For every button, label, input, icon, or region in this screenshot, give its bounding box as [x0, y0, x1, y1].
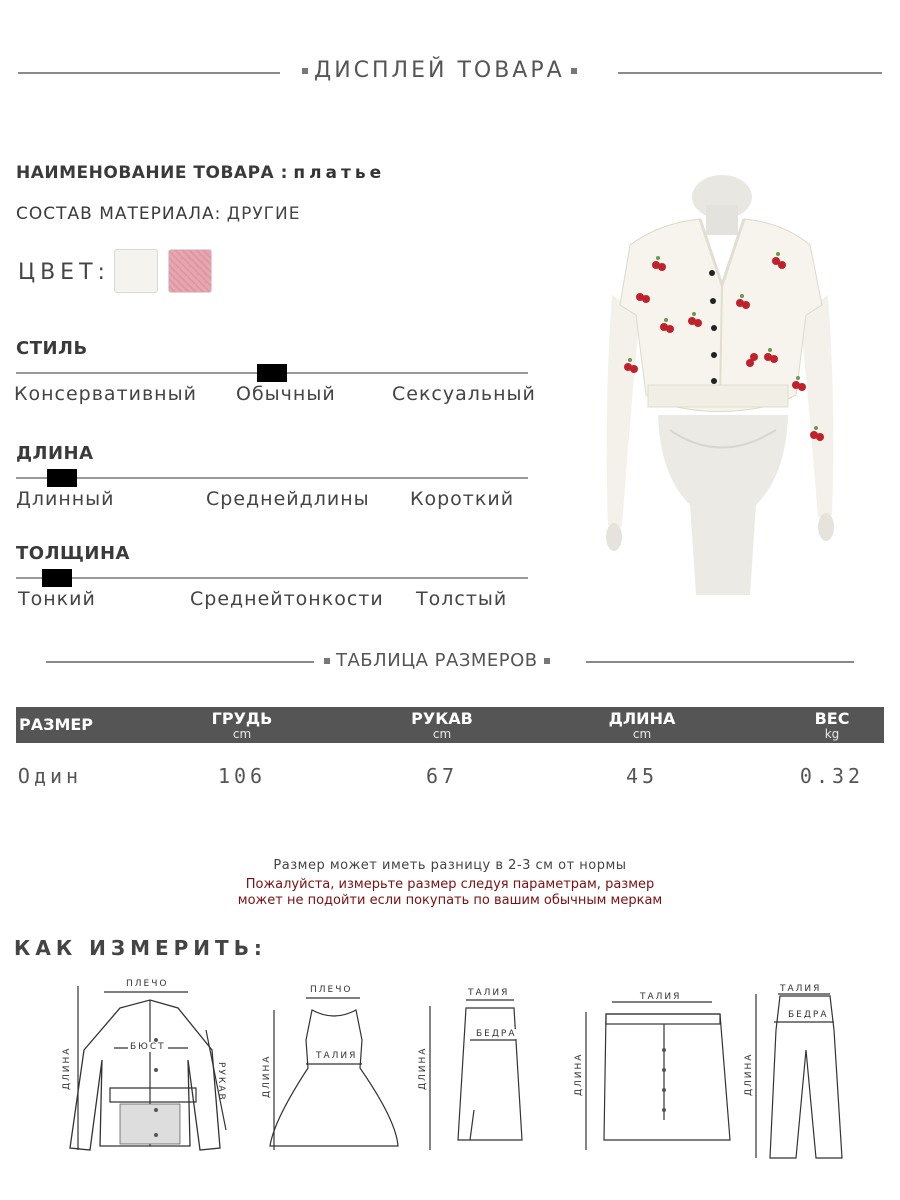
page-title: ДИСПЛЕЙ ТОВАРА [314, 58, 565, 83]
product-name-row [16, 163, 385, 183]
note-line-2: Пожалуйста, измерьте размер следуя параметрам, размер [245, 877, 655, 892]
shorts-waist-label: ТАЛИЯ [640, 992, 682, 1002]
size-table-column-header [582, 710, 702, 741]
column-label: РУКАВ [411, 709, 473, 728]
material-row [16, 204, 301, 224]
slider-knob [42, 569, 72, 587]
skirt-length-label: ДЛИНА [418, 1046, 428, 1090]
attribute-title: ТОЛЩИНА [16, 543, 130, 564]
square-bullet-icon [571, 68, 577, 74]
column-unit: cm [232, 727, 252, 741]
jacket-shoulder-label: ПЛЕЧО [126, 979, 169, 989]
product-name-value: платье [293, 163, 386, 183]
slider-knob [47, 469, 77, 487]
dress-waist-label: ТАЛИЯ [316, 1051, 358, 1061]
size-rule-left [46, 661, 314, 663]
column-unit: kg [824, 727, 840, 741]
slider-track [16, 577, 528, 579]
note-line-1: Размер может иметь разницу в 2-3 см от нормы [273, 858, 627, 873]
column-unit: cm [432, 727, 452, 741]
attribute-title: СТИЛЬ [16, 338, 88, 359]
pants-length-label: ДЛИНА [744, 1052, 754, 1096]
slider-knob [257, 364, 287, 382]
material-label: СОСТАВ МАТЕРИАЛА: [16, 204, 222, 224]
slider-option-label: Длинный [16, 488, 115, 510]
measure-diagrams [0, 970, 900, 1200]
slider-option-label: Среднейтонкости [190, 588, 384, 610]
size-title-wrap [318, 650, 556, 671]
size-table-cell: 67 [425, 764, 459, 788]
color-swatch-pink[interactable] [168, 249, 212, 293]
jacket-length-label: ДЛИНА [62, 1046, 72, 1090]
column-label: ГРУДЬ [211, 709, 273, 728]
size-table-column-header [182, 710, 302, 741]
note-line-3: может не подойти если покупать по вашим обычным меркам [237, 893, 663, 908]
size-rule-right [586, 661, 854, 663]
column-label: ВЕС [814, 709, 850, 728]
slider-option-label: Обычный [236, 383, 336, 405]
product-name-label: НАИМЕНОВАНИЕ ТОВАРА : [16, 163, 288, 183]
measure-title: КАК ИЗМЕРИТЬ: [14, 936, 267, 960]
slider-track [16, 477, 528, 479]
size-section-title: ТАБЛИЦА РАЗМЕРОВ [336, 650, 538, 671]
square-bullet-icon [302, 68, 308, 74]
slider-option-label: Среднейдлины [206, 488, 370, 510]
size-table-cell: 0.32 [799, 764, 865, 788]
size-table-cell: 45 [625, 764, 659, 788]
dress-length-label: ДЛИНА [262, 1054, 272, 1098]
slider-option-label: Толстый [416, 588, 508, 610]
skirt-waist-label: ТАЛИЯ [468, 988, 510, 998]
jacket-bust-label: БЮСТ [130, 1042, 166, 1052]
slider-option-label: Тонкий [18, 588, 96, 610]
square-bullet-icon [324, 658, 330, 664]
column-label: ДЛИНА [608, 709, 676, 728]
skirt-hips-label: БЕДРА [476, 1029, 517, 1039]
pants-waist-label: ТАЛИЯ [780, 984, 822, 994]
slider-option-label: Короткий [410, 488, 515, 510]
size-table-column-header [382, 710, 502, 741]
slider-option-label: Консервативный [14, 383, 197, 405]
jacket-sleeve-label: РУКАВ [216, 1062, 226, 1102]
square-bullet-icon [544, 658, 550, 664]
dress-shoulder-label: ПЛЕЧО [310, 985, 353, 995]
size-table-column-header [0, 716, 116, 734]
header-title-wrap [296, 58, 583, 83]
attribute-title: ДЛИНА [16, 443, 94, 464]
color-label: ЦВЕТ: [18, 260, 110, 285]
size-table-column-header [772, 710, 892, 741]
header-rule-left [18, 72, 280, 74]
size-table-cell: Один [17, 764, 83, 788]
column-unit: cm [632, 727, 652, 741]
material-value: ДРУГИЕ [226, 204, 301, 224]
product-image [600, 175, 840, 595]
column-label: РАЗМЕР [18, 715, 94, 734]
pants-hips-label: БЕДРА [788, 1010, 829, 1020]
size-table-cell: 106 [217, 764, 267, 788]
color-swatch-white[interactable] [114, 249, 158, 293]
slider-option-label: Сексуальный [392, 383, 536, 405]
shorts-length-label: ДЛИНА [574, 1052, 584, 1096]
header-rule-right [618, 72, 882, 74]
